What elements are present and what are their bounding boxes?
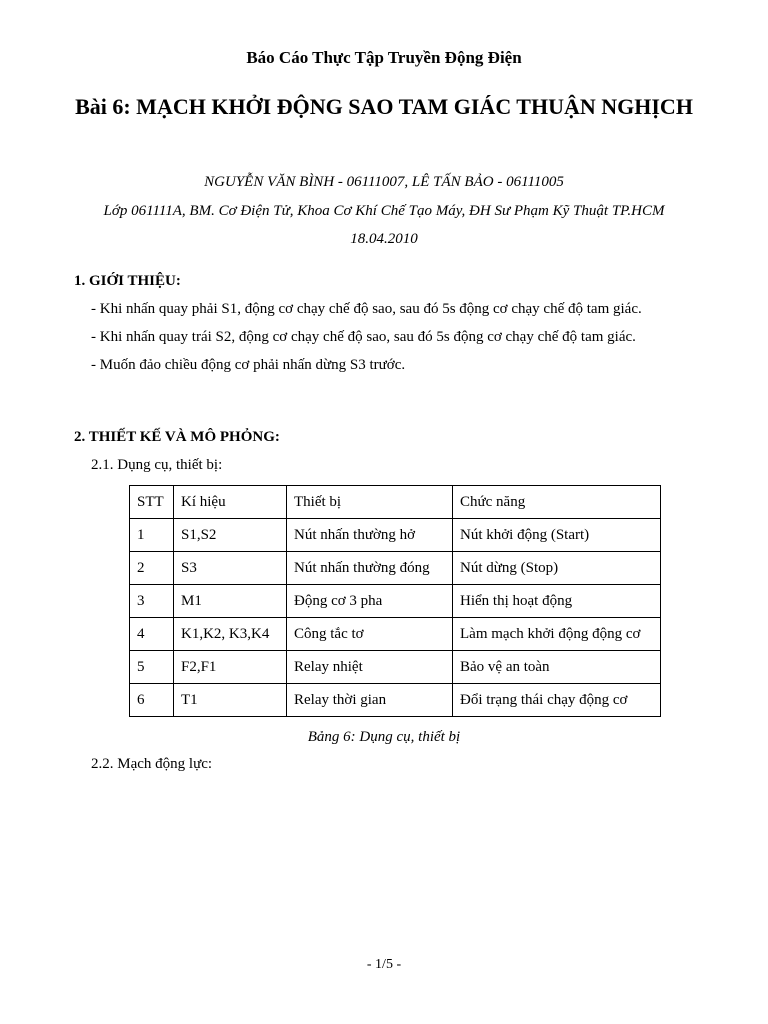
intro-item: - Khi nhấn quay trái S2, động cơ chạy chế độ sao, sau đó 5s động cơ chạy chế độ tam giác. — [91, 329, 636, 345]
table-cell: M1 — [174, 585, 287, 618]
table-header-cell: STT — [130, 486, 174, 519]
intro-item: - Muốn đảo chiều động cơ phải nhấn dừng S3 trước. — [91, 357, 406, 373]
table-header-cell: Kí hiệu — [174, 486, 287, 519]
table-row — [130, 651, 661, 684]
table-cell: Đổi trạng thái chạy động cơ — [453, 684, 661, 717]
table-header-cell: Chức năng — [453, 486, 661, 519]
subsection-2-2: 2.2. Mạch động lực: — [91, 756, 213, 772]
table-cell: Relay nhiệt — [287, 651, 453, 684]
table-cell: Nút nhấn thường đóng — [287, 552, 453, 585]
table-cell: Làm mạch khởi động động cơ — [453, 618, 661, 651]
table-cell: S1,S2 — [174, 519, 287, 552]
table-cell: F2,F1 — [174, 651, 287, 684]
subsection-2-1: 2.1. Dụng cụ, thiết bị: — [91, 457, 223, 473]
table-cell: 1 — [130, 519, 174, 552]
table-cell: 4 — [130, 618, 174, 651]
authors: NGUYỄN VĂN BÌNH - 06111007, LÊ TẤN BẢO - 06111005 — [204, 174, 564, 190]
report-title: Báo Cáo Thực Tập Truyền Động Điện — [246, 48, 522, 67]
table-cell: 5 — [130, 651, 174, 684]
table-cell: 2 — [130, 552, 174, 585]
table-cell: Hiển thị hoạt động — [453, 585, 661, 618]
affiliation: Lớp 061111A, BM. Cơ Điện Tử, Khoa Cơ Khí Chế Tạo Máy, ĐH Sư Phạm Kỹ Thuật TP.HCM — [103, 203, 665, 219]
table-row — [130, 618, 661, 651]
table-header-cell: Thiết bị — [287, 486, 453, 519]
intro-item: - Khi nhấn quay phải S1, động cơ chạy chế độ sao, sau đó 5s động cơ chạy chế độ tam giác. — [91, 301, 642, 317]
section-1-heading: 1. GIỚI THIỆU: — [74, 273, 181, 289]
table-cell: S3 — [174, 552, 287, 585]
page-number: - 1/5 - — [366, 957, 402, 972]
table-cell: 6 — [130, 684, 174, 717]
table-row — [130, 552, 661, 585]
table-cell: Nút khởi động (Start) — [453, 519, 661, 552]
table-cell: Relay thời gian — [287, 684, 453, 717]
section-2-heading: 2. THIẾT KẾ VÀ MÔ PHỎNG: — [74, 429, 280, 445]
date: 18.04.2010 — [350, 231, 418, 247]
table-caption: Bảng 6: Dụng cụ, thiết bị — [307, 729, 461, 745]
table-row — [130, 519, 661, 552]
table-cell: K1,K2, K3,K4 — [174, 618, 287, 651]
table-cell: Nút nhấn thường hở — [287, 519, 453, 552]
table-cell: T1 — [174, 684, 287, 717]
table-row — [130, 684, 661, 717]
table-cell: Nút dừng (Stop) — [453, 552, 661, 585]
table-cell: 3 — [130, 585, 174, 618]
table-cell: Động cơ 3 pha — [287, 585, 453, 618]
table-cell: Công tắc tơ — [287, 618, 453, 651]
table-cell: Bảo vệ an toàn — [453, 651, 661, 684]
lesson-title: Bài 6: MẠCH KHỞI ĐỘNG SAO TAM GIÁC THUẬN NGHỊCH — [75, 94, 693, 119]
table-row — [130, 585, 661, 618]
table-header-row — [130, 486, 661, 519]
equipment-table — [129, 485, 661, 717]
